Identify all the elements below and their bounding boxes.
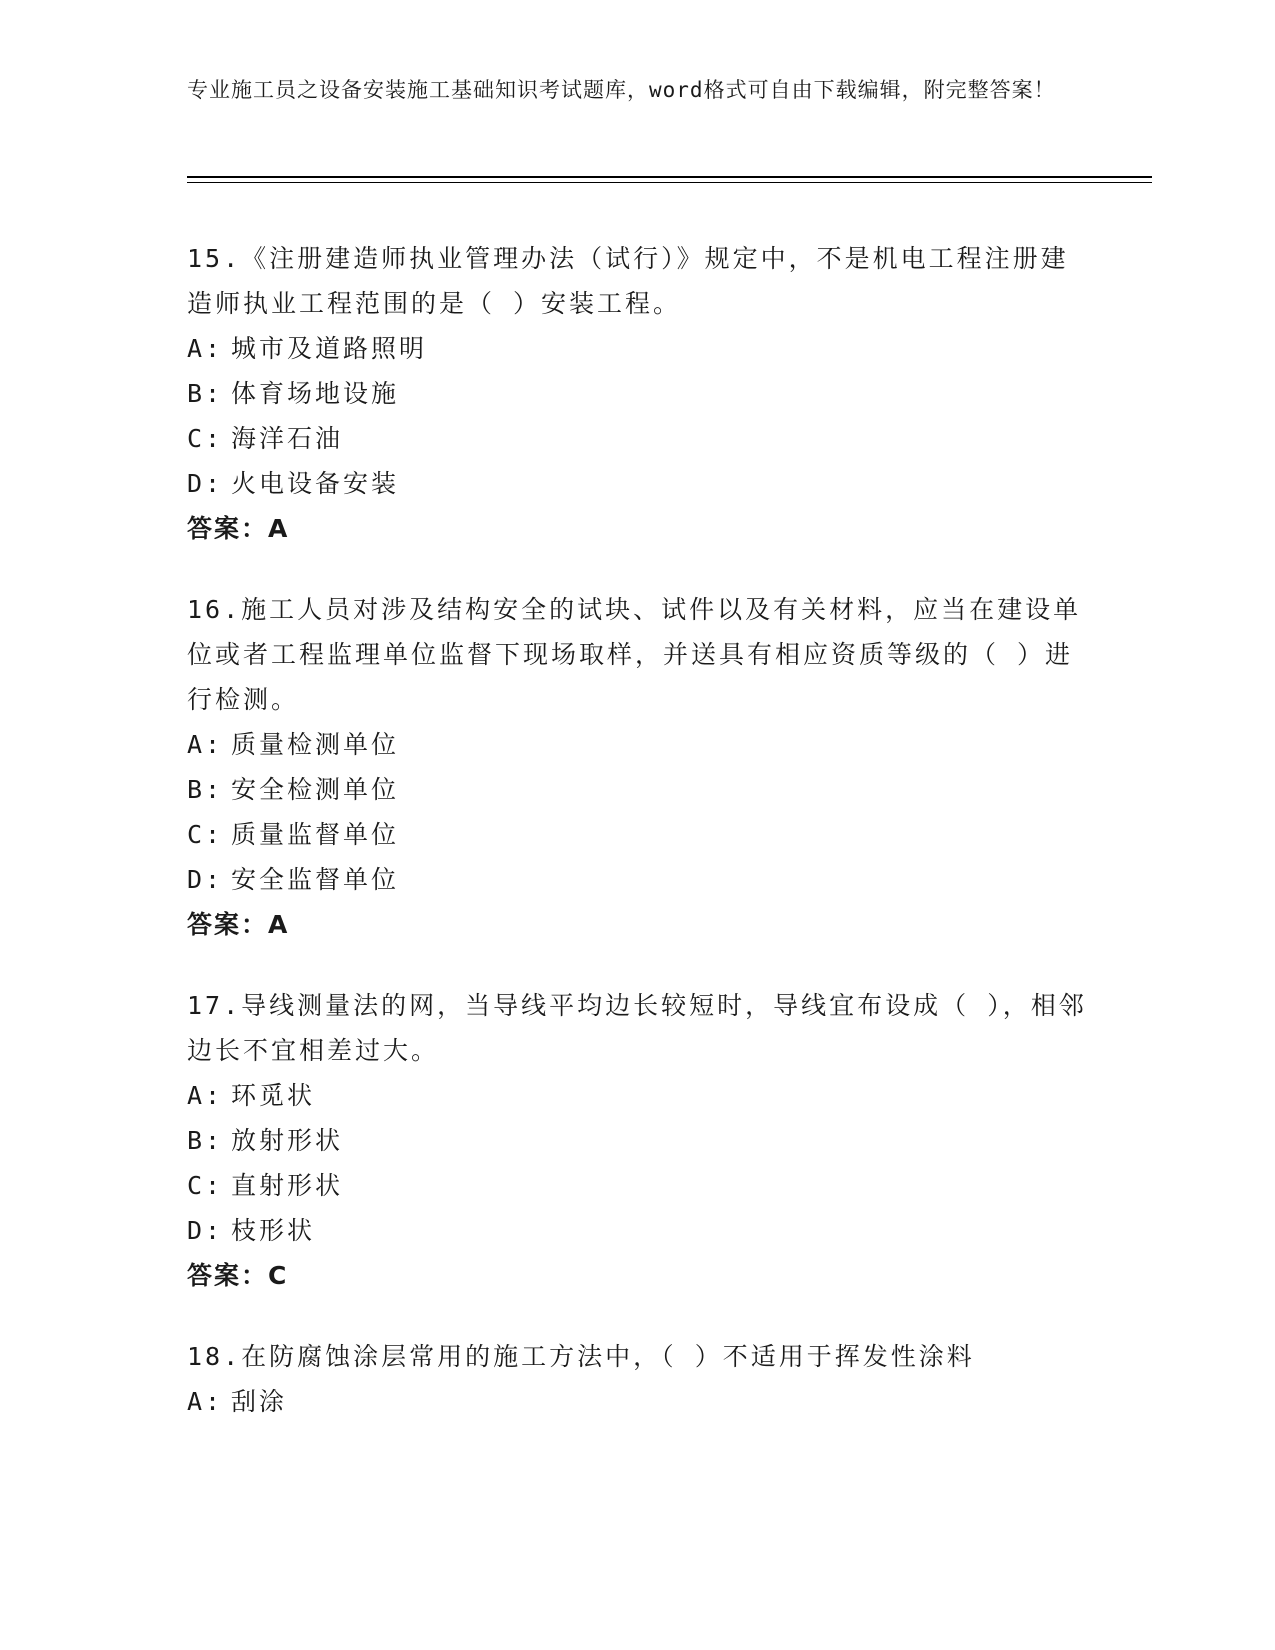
- option-text: 刮涂: [231, 1387, 288, 1416]
- answer-line: 答案：C: [187, 1261, 289, 1290]
- header-rule-thick: [187, 176, 1152, 178]
- option-letter: A:: [187, 730, 224, 759]
- answer-line: 答案：A: [187, 514, 290, 543]
- question-stem: 16.施工人员对涉及结构安全的试块、试件以及有关材料，应当在建设单位或者工程监理单位监督下现场取样，并送具有相应资质等级的（ ）进行检测。: [187, 595, 1082, 714]
- option-a: [187, 1073, 1087, 1118]
- option-letter: A:: [187, 1387, 224, 1416]
- option-letter: C:: [187, 820, 224, 849]
- question-18: [187, 1334, 1087, 1424]
- option-letter: B:: [187, 775, 224, 804]
- option-d: [187, 857, 1087, 902]
- option-text: 放射形状: [231, 1126, 344, 1155]
- option-text: 质量检测单位: [231, 730, 400, 759]
- page-header: 专业施工员之设备安装施工基础知识考试题库，word格式可自由下载编辑，附完整答案！: [187, 78, 1056, 102]
- option-c: [187, 1163, 1087, 1208]
- option-letter: C:: [187, 1171, 224, 1200]
- option-letter: D:: [187, 469, 224, 498]
- option-text: 质量监督单位: [231, 820, 400, 849]
- question-stem: 17.导线测量法的网，当导线平均边长较短时，导线宜布设成（ ），相邻边长不宜相差过大。: [187, 991, 1087, 1065]
- option-text: 直射形状: [231, 1171, 344, 1200]
- question-stem: 15.《注册建造师执业管理办法（试行）》规定中，不是机电工程注册建造师执业工程范围的是（ ）安装工程。: [187, 244, 1069, 318]
- option-letter: B:: [187, 379, 224, 408]
- option-b: [187, 1118, 1087, 1163]
- option-b: [187, 371, 1087, 416]
- option-text: 体育场地设施: [231, 379, 400, 408]
- option-b: [187, 767, 1087, 812]
- option-c: [187, 812, 1087, 857]
- option-c: [187, 416, 1087, 461]
- option-letter: A:: [187, 1081, 224, 1110]
- option-text: 枝形状: [231, 1216, 316, 1245]
- question-16: [187, 587, 1087, 947]
- option-a: [187, 722, 1087, 767]
- option-text: 安全检测单位: [231, 775, 400, 804]
- answer-line: 答案：A: [187, 910, 290, 939]
- option-text: 火电设备安装: [231, 469, 400, 498]
- question-list: [187, 236, 1087, 1460]
- option-letter: B:: [187, 1126, 224, 1155]
- question-17: [187, 983, 1087, 1298]
- question-stem: 18.在防腐蚀涂层常用的施工方法中，（ ）不适用于挥发性涂料: [187, 1342, 975, 1371]
- option-letter: A:: [187, 334, 224, 363]
- option-text: 海洋石油: [231, 424, 344, 453]
- option-d: [187, 461, 1087, 506]
- option-letter: D:: [187, 1216, 224, 1245]
- option-a: [187, 326, 1087, 371]
- option-a: [187, 1379, 1087, 1424]
- option-d: [187, 1208, 1087, 1253]
- option-text: 环觅状: [231, 1081, 316, 1110]
- header-rule-thin: [187, 182, 1152, 183]
- question-15: [187, 236, 1087, 551]
- option-letter: C:: [187, 424, 224, 453]
- option-text: 城市及道路照明: [231, 334, 428, 363]
- option-letter: D:: [187, 865, 224, 894]
- option-text: 安全监督单位: [231, 865, 400, 894]
